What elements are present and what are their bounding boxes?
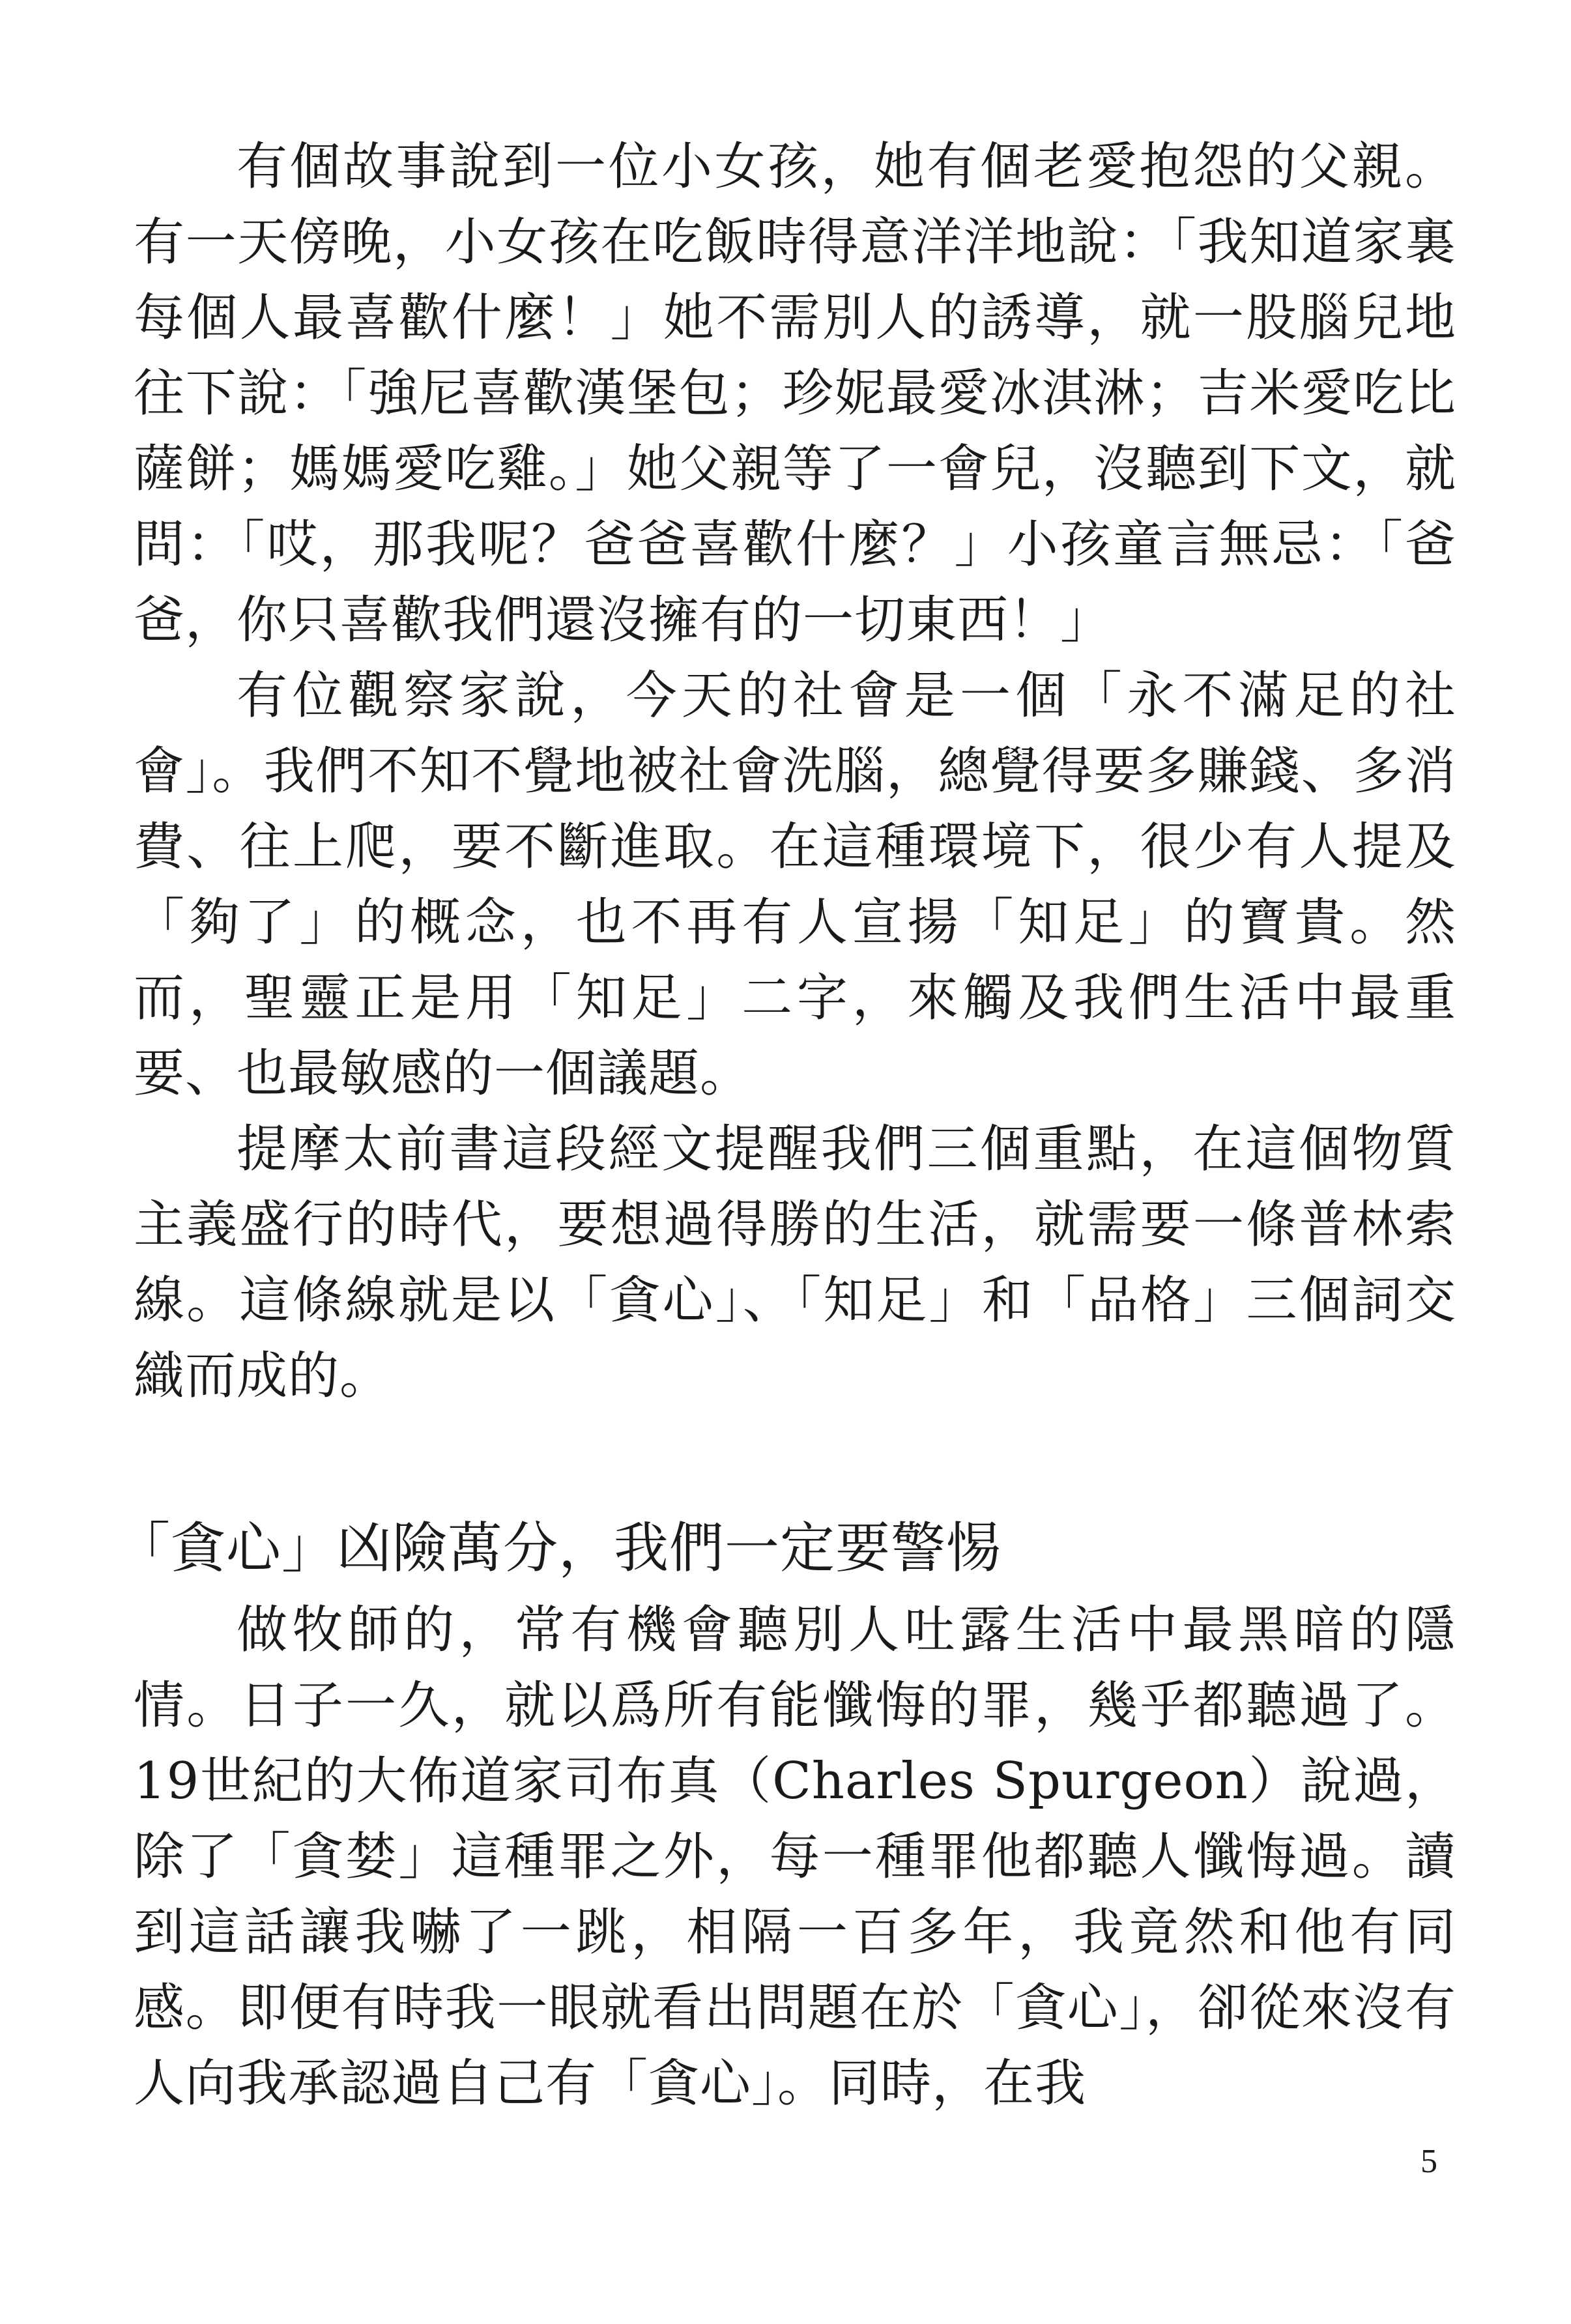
paragraph-observer: 有位觀察家說，今天的社會是一個「永不滿足的社會」。我們不知不覺地被社會洗腦，總覺得要多賺錢、多消費、往上爬，要不斷進取。在這種環境下，很少有人提及「夠了」的概念，也不再有人宣揚「知足」的寶貴。然而，聖靈正是用「知足」二字，來觸及我們生活中最重要、也最敏感的一個議題。 (134, 667, 1456, 1103)
paragraph-pastor: 做牧師的，常有機會聽別人吐露生活中最黑暗的隱情。日子一久，就以爲所有能懺悔的罪，幾乎都聽過了。19世紀的大佈道家司布真（Charles Spurgeon）說過，除了「貪婪」這種罪之外，每一種罪他都聽人懺悔過。讀到這話讓我嚇了一跳，相隔一百多年，我竟然和他有同感。即便有時我一眼就看出問題在於「貪心」，卻從來沒有人向我承認過自己有「貪心」。同時，在我 (134, 1601, 1456, 2113)
paragraph-timothy: 提摩太前書這段經文提醒我們三個重點，在這個物質主義盛行的時代，要想過得勝的生活，就需要一條普林索線。這條線就是以「貪心」、「知足」和「品格」三個詞交織而成的。 (134, 1120, 1456, 1405)
page-body (115, 129, 1456, 2121)
page-number: 5 (1420, 2143, 1437, 2180)
section-heading: 「貪心」凶險萬分，我們一定要警惕 (115, 1516, 1002, 1580)
paragraph-story: 有個故事說到一位小女孩，她有個老愛抱怨的父親。有一天傍晚，小女孩在吃飯時得意洋洋地說：「我知道家裏每個人最喜歡什麼！」她不需別人的誘導，就一股腦兒地往下說：「強尼喜歡漢堡包；珍妮最愛冰淇淋；吉米愛吃比薩餅；媽媽愛吃雞。」她父親等了一會兒，沒聽到下文，就問：「哎，那我呢？爸爸喜歡什麼？」小孩童言無忌：「爸爸，你只喜歡我們還沒擁有的一切東西！」 (134, 137, 1456, 650)
